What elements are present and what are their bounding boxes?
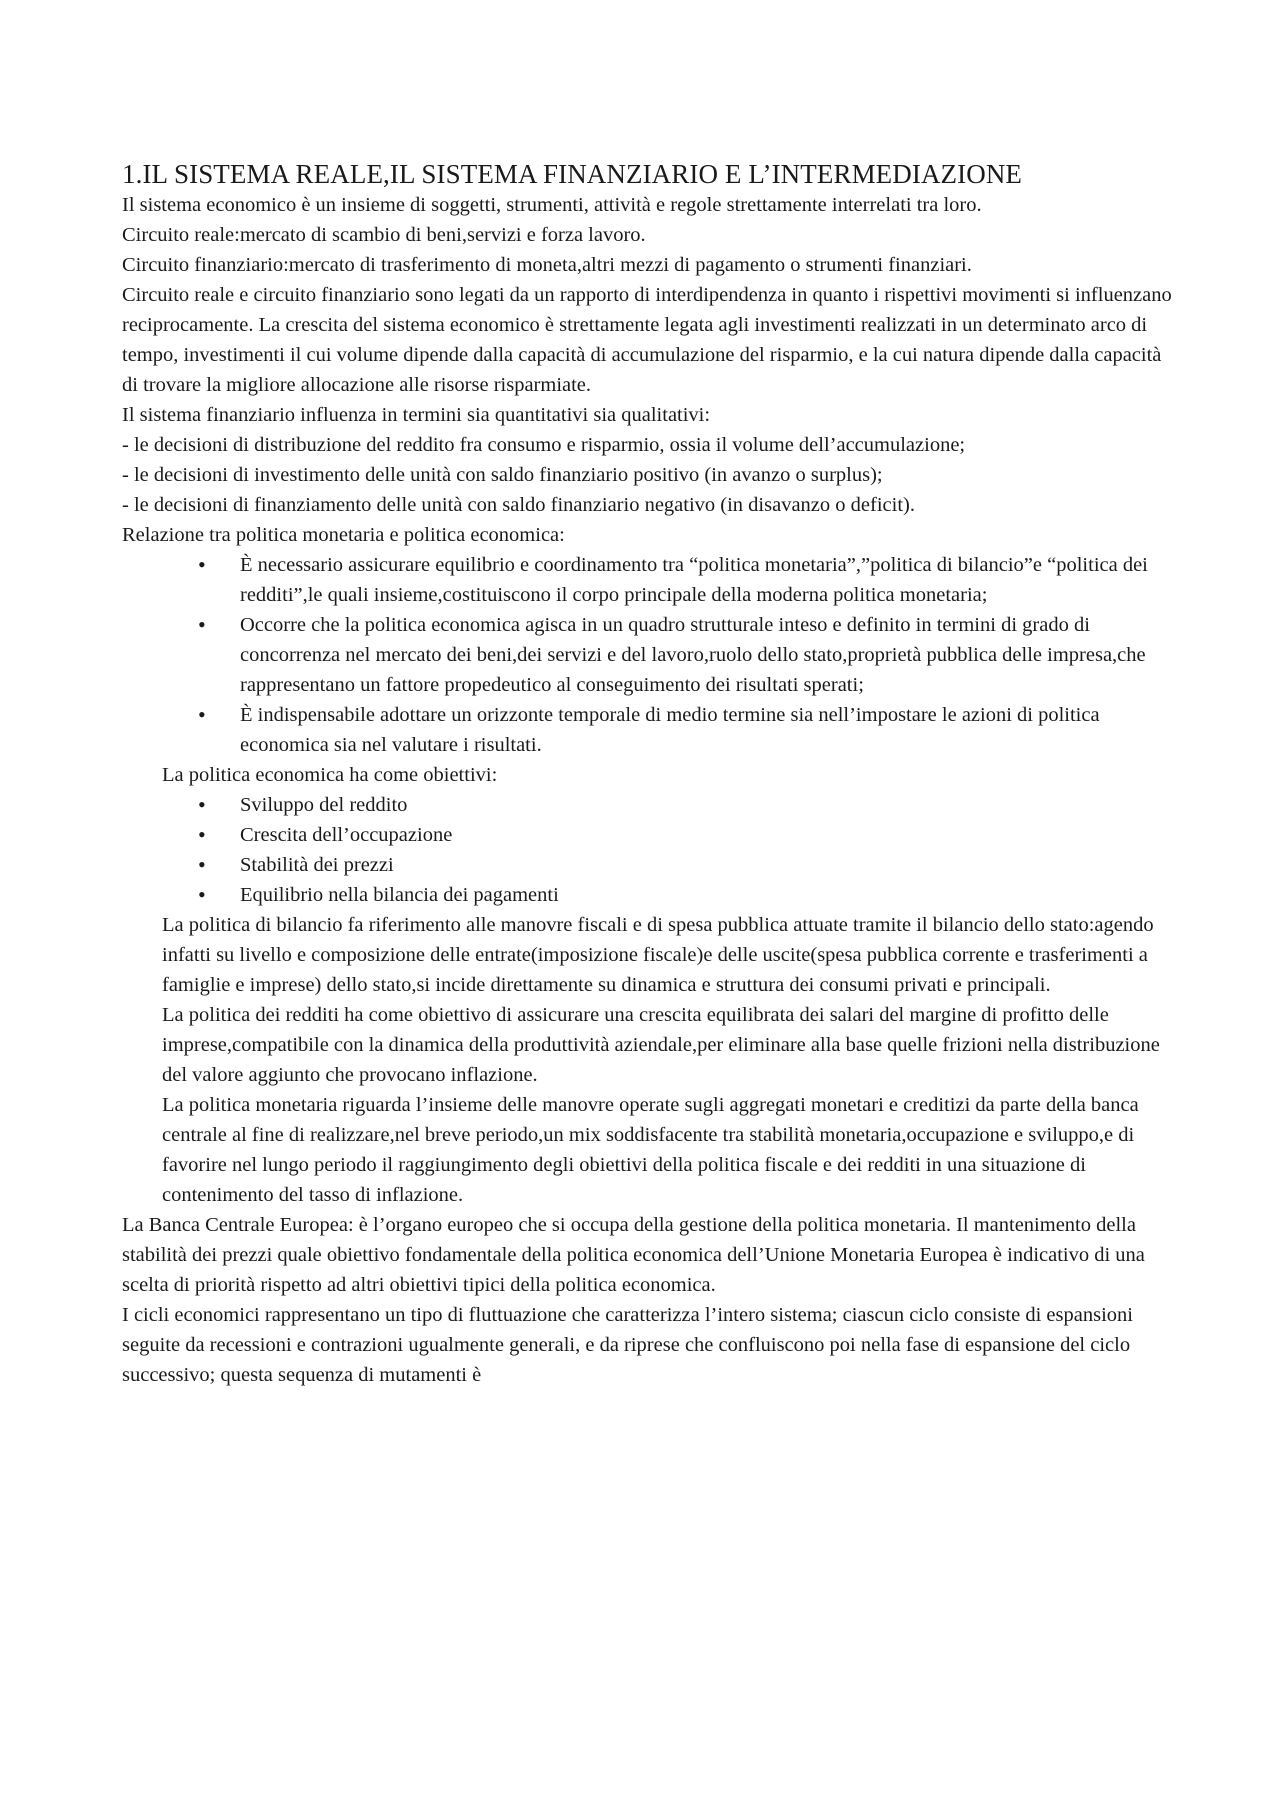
- paragraph: Circuito finanziario:mercato di trasferimento di moneta,altri mezzi di pagamento o strumenti finanziari.: [122, 254, 972, 276]
- paragraph: - le decisioni di investimento delle unità con saldo finanziario positivo (in avanzo o surplus);: [122, 464, 883, 486]
- list-item: • Sviluppo del reddito: [122, 790, 1172, 820]
- paragraph: Circuito reale:mercato di scambio di beni,servizi e forza lavoro.: [122, 224, 646, 246]
- list-item: • È necessario assicurare equilibrio e coordinamento tra “politica monetaria”,”politica di bilancio”e “politica dei redditi”,le quali insieme,costituiscono il corpo principale della moderna politica monetaria;: [122, 550, 1172, 610]
- paragraph: I cicli economici rappresentano un tipo di fluttuazione che caratterizza l’intero sistema; ciascun ciclo consiste di espansioni seguite da recessioni e contrazioni ugualmente generali, e da riprese che confluiscono poi nella fase di espansione del ciclo successivo; questa sequenza di mutamenti è: [122, 1304, 1133, 1386]
- list-item: • È indispensabile adottare un orizzonte temporale di medio termine sia nell’impostare le azioni di politica economica sia nel valutare i risultati.: [122, 700, 1172, 760]
- paragraph: Relazione tra politica monetaria e politica economica:: [122, 524, 565, 546]
- paragraph: La Banca Centrale Europea: è l’organo europeo che si occupa della gestione della politica monetaria. Il mantenimento della stabilità dei prezzi quale obiettivo fondamentale della politica economica dell’Unione Monetaria Europea è indicativo di una scelta di priorità rispetto ad altri obiettivi tipici della politica economica.: [122, 1214, 1145, 1296]
- paragraph: - le decisioni di finanziamento delle unità con saldo finanziario negativo (in disavanzo o deficit).: [122, 494, 915, 516]
- paragraph: La politica economica ha come obiettivi:: [162, 764, 498, 786]
- paragraph: Circuito reale e circuito finanziario sono legati da un rapporto di interdipendenza in quanto i rispettivi movimenti si influenzano reciprocamente. La crescita del sistema economico è strettamente legata agli investimenti realizzati in un determinato arco di tempo, investimenti il cui volume dipende dalla capacità di accumulazione del risparmio, e la cui natura dipende dalla capacità di trovare la migliore allocazione alle risorse risparmiate.: [122, 284, 1172, 396]
- page-title: 1.IL SISTEMA REALE,IL SISTEMA FINANZIARIO E L’INTERMEDIAZIONE: [122, 159, 1023, 189]
- paragraph: Il sistema economico è un insieme di soggetti, strumenti, attività e regole strettamente interrelati tra loro.: [122, 194, 982, 216]
- paragraph: La politica monetaria riguarda l’insieme delle manovre operate sugli aggregati monetari e creditizi da parte della banca centrale al fine di realizzare,nel breve periodo,un mix soddisfacente tra stabilità monetaria,occupazione e sviluppo,e di favorire nel lungo periodo il raggiungimento degli obiettivi della politica fiscale e dei redditi in una situazione di contenimento del tasso di inflazione.: [162, 1094, 1139, 1206]
- paragraph: Il sistema finanziario influenza in termini sia quantitativi sia qualitativi:: [122, 404, 711, 426]
- list-item: • Equilibrio nella bilancia dei pagamenti: [122, 880, 1172, 910]
- bullet-list: [122, 790, 1172, 910]
- list-item: • Occorre che la politica economica agisca in un quadro strutturale inteso e definito in termini di grado di concorrenza nel mercato dei beni,dei servizi e del lavoro,ruolo dello stato,proprietà pubblica delle impresa,che rappresentano un fattore propedeutico al conseguimento dei risultati sperati;: [122, 610, 1172, 700]
- bullet-list: [122, 550, 1172, 760]
- paragraph: La politica dei redditi ha come obiettivo di assicurare una crescita equilibrata dei salari del margine di profitto delle imprese,compatibile con la dinamica della produttività aziendale,per eliminare alla base quelle frizioni nella distribuzione del valore aggiunto che provocano inflazione.: [162, 1004, 1160, 1086]
- paragraph: - le decisioni di distribuzione del reddito fra consumo e risparmio, ossia il volume dell’accumulazione;: [122, 434, 966, 456]
- document-page: [122, 158, 1172, 1390]
- list-item: • Stabilità dei prezzi: [122, 850, 1172, 880]
- paragraph: La politica di bilancio fa riferimento alle manovre fiscali e di spesa pubblica attuate tramite il bilancio dello stato:agendo infatti su livello e composizione delle entrate(imposizione fiscale)e delle uscite(spesa pubblica corrente e trasferimenti a famiglie e imprese) dello stato,si incide direttamente su dinamica e struttura dei consumi privati e principali.: [162, 914, 1154, 996]
- list-item: • Crescita dell’occupazione: [122, 820, 1172, 850]
